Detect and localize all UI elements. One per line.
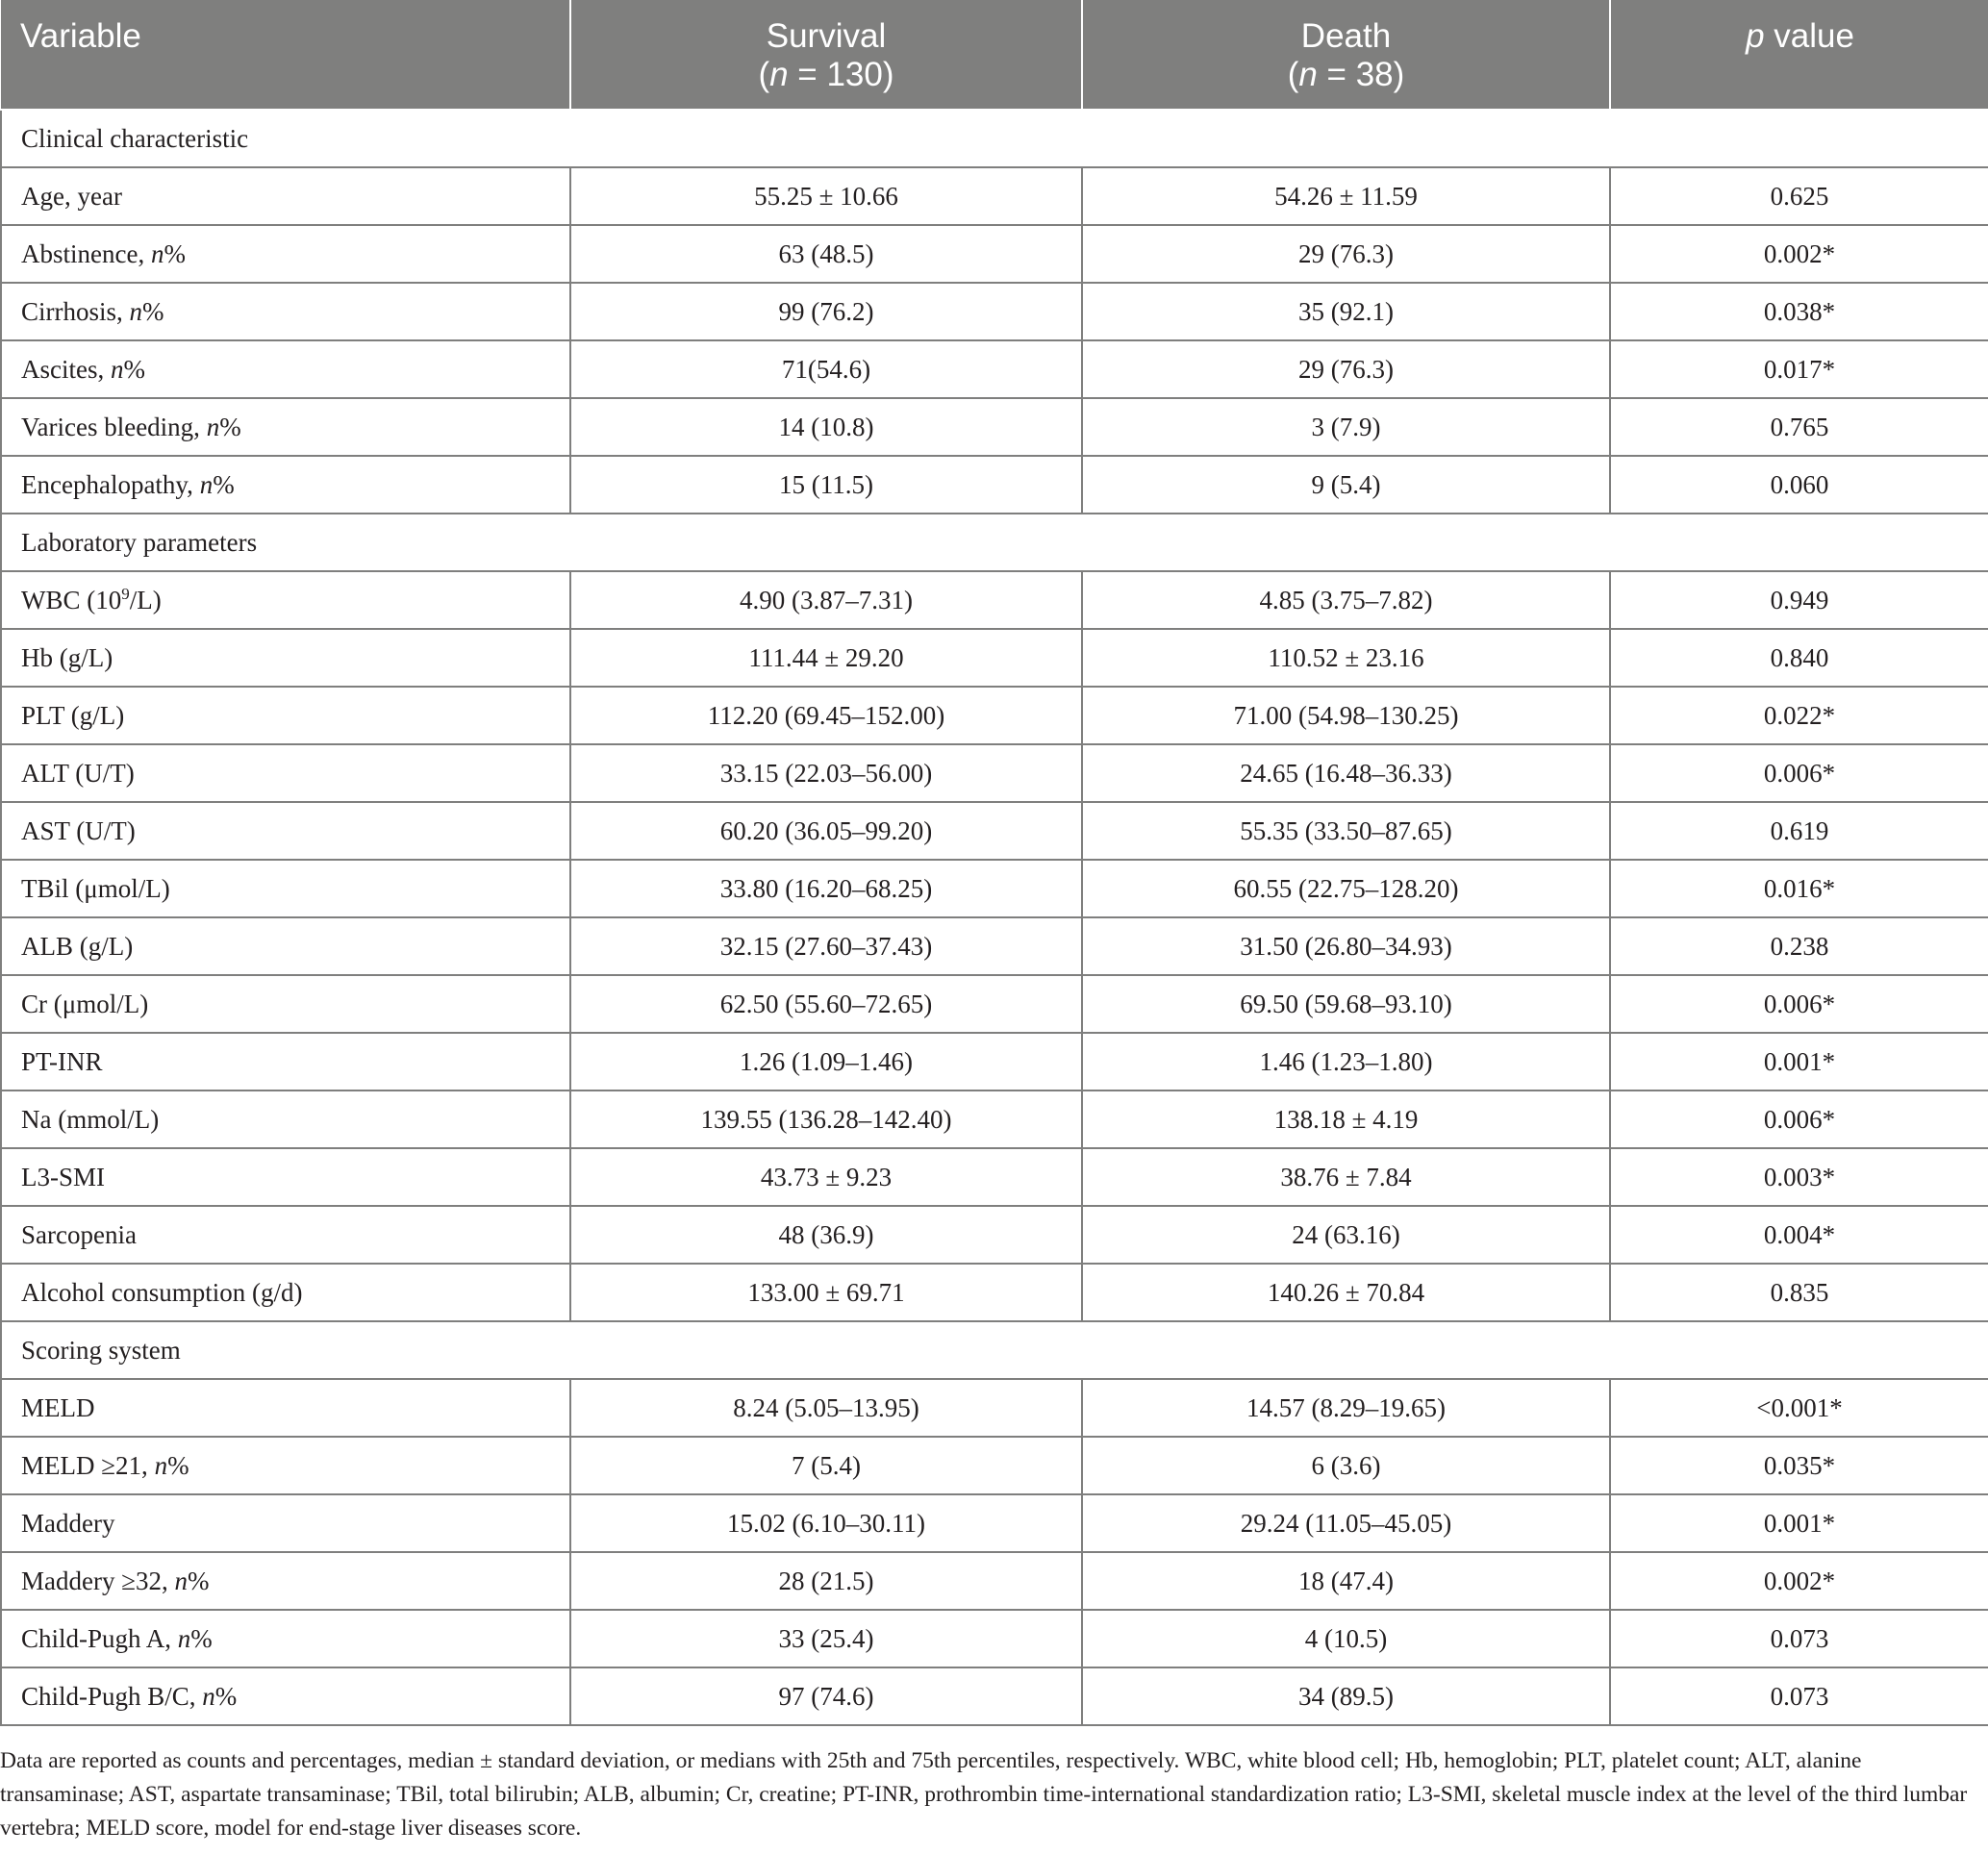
row-death-value: 18 (47.4) bbox=[1082, 1552, 1610, 1610]
row-p-value: 0.022* bbox=[1610, 687, 1988, 744]
row-death-value: 31.50 (26.80–34.93) bbox=[1082, 917, 1610, 975]
header-p-value: p value bbox=[1610, 0, 1988, 110]
row-survival-value: 1.26 (1.09–1.46) bbox=[570, 1033, 1082, 1090]
row-variable: PLT (g/L) bbox=[1, 687, 570, 744]
row-death-value: 60.55 (22.75–128.20) bbox=[1082, 860, 1610, 917]
table-row bbox=[1, 167, 1988, 225]
table-row bbox=[1, 687, 1988, 744]
header-death-n: (n = 38) bbox=[1287, 56, 1405, 93]
table-row bbox=[1, 975, 1988, 1033]
header-survival-label: Survival bbox=[766, 17, 887, 55]
row-variable: Varices bleeding, n% bbox=[1, 398, 570, 456]
row-p-value: 0.073 bbox=[1610, 1610, 1988, 1667]
row-p-value: 0.016* bbox=[1610, 860, 1988, 917]
row-survival-value: 7 (5.4) bbox=[570, 1437, 1082, 1494]
row-survival-value: 111.44 ± 29.20 bbox=[570, 629, 1082, 687]
row-death-value: 3 (7.9) bbox=[1082, 398, 1610, 456]
row-variable: Encephalopathy, n% bbox=[1, 456, 570, 514]
table-row bbox=[1, 340, 1988, 398]
table-row bbox=[1, 571, 1988, 629]
row-p-value: 0.004* bbox=[1610, 1206, 1988, 1264]
header-row bbox=[1, 0, 1988, 110]
row-p-value: 0.006* bbox=[1610, 744, 1988, 802]
row-death-value: 138.18 ± 4.19 bbox=[1082, 1090, 1610, 1148]
row-survival-value: 139.55 (136.28–142.40) bbox=[570, 1090, 1082, 1148]
row-p-value: <0.001* bbox=[1610, 1379, 1988, 1437]
row-variable: Maddery bbox=[1, 1494, 570, 1552]
row-death-value: 14.57 (8.29–19.65) bbox=[1082, 1379, 1610, 1437]
row-death-value: 38.76 ± 7.84 bbox=[1082, 1148, 1610, 1206]
row-death-value: 4 (10.5) bbox=[1082, 1610, 1610, 1667]
row-p-value: 0.003* bbox=[1610, 1148, 1988, 1206]
row-variable: Ascites, n% bbox=[1, 340, 570, 398]
table-body bbox=[1, 110, 1988, 1725]
row-death-value: 24.65 (16.48–36.33) bbox=[1082, 744, 1610, 802]
row-p-value: 0.073 bbox=[1610, 1667, 1988, 1725]
section-label: Clinical characteristic bbox=[1, 110, 1988, 167]
row-p-value: 0.238 bbox=[1610, 917, 1988, 975]
row-variable: L3-SMI bbox=[1, 1148, 570, 1206]
header-death-label: Death bbox=[1300, 17, 1392, 55]
row-variable: Sarcopenia bbox=[1, 1206, 570, 1264]
row-death-value: 1.46 (1.23–1.80) bbox=[1082, 1033, 1610, 1090]
table-row bbox=[1, 1264, 1988, 1321]
row-death-value: 6 (3.6) bbox=[1082, 1437, 1610, 1494]
table-row bbox=[1, 225, 1988, 283]
table-row bbox=[1, 629, 1988, 687]
row-death-value: 9 (5.4) bbox=[1082, 456, 1610, 514]
row-variable: PT-INR bbox=[1, 1033, 570, 1090]
row-survival-value: 97 (74.6) bbox=[570, 1667, 1082, 1725]
row-p-value: 0.949 bbox=[1610, 571, 1988, 629]
row-variable: Age, year bbox=[1, 167, 570, 225]
row-p-value: 0.006* bbox=[1610, 1090, 1988, 1148]
table-row bbox=[1, 917, 1988, 975]
row-survival-value: 48 (36.9) bbox=[570, 1206, 1082, 1264]
row-death-value: 69.50 (59.68–93.10) bbox=[1082, 975, 1610, 1033]
row-p-value: 0.619 bbox=[1610, 802, 1988, 860]
row-p-value: 0.840 bbox=[1610, 629, 1988, 687]
row-death-value: 4.85 (3.75–7.82) bbox=[1082, 571, 1610, 629]
table-row bbox=[1, 1148, 1988, 1206]
row-variable: Alcohol consumption (g/d) bbox=[1, 1264, 570, 1321]
header-death bbox=[1082, 0, 1610, 110]
row-death-value: 54.26 ± 11.59 bbox=[1082, 167, 1610, 225]
table-row bbox=[1, 1494, 1988, 1552]
section-label: Laboratory parameters bbox=[1, 514, 1988, 571]
row-death-value: 34 (89.5) bbox=[1082, 1667, 1610, 1725]
table-row bbox=[1, 1552, 1988, 1610]
row-death-value: 35 (92.1) bbox=[1082, 283, 1610, 340]
row-p-value: 0.765 bbox=[1610, 398, 1988, 456]
row-survival-value: 63 (48.5) bbox=[570, 225, 1082, 283]
row-p-value: 0.002* bbox=[1610, 1552, 1988, 1610]
row-survival-value: 55.25 ± 10.66 bbox=[570, 167, 1082, 225]
row-survival-value: 43.73 ± 9.23 bbox=[570, 1148, 1082, 1206]
header-survival bbox=[570, 0, 1082, 110]
table-row bbox=[1, 802, 1988, 860]
row-variable: Cirrhosis, n% bbox=[1, 283, 570, 340]
table-row bbox=[1, 1667, 1988, 1725]
row-death-value: 140.26 ± 70.84 bbox=[1082, 1264, 1610, 1321]
table-row bbox=[1, 744, 1988, 802]
row-p-value: 0.001* bbox=[1610, 1033, 1988, 1090]
row-variable: Abstinence, n% bbox=[1, 225, 570, 283]
row-variable: Hb (g/L) bbox=[1, 629, 570, 687]
row-survival-value: 60.20 (36.05–99.20) bbox=[570, 802, 1082, 860]
row-p-value: 0.625 bbox=[1610, 167, 1988, 225]
row-p-value: 0.035* bbox=[1610, 1437, 1988, 1494]
row-p-value: 0.017* bbox=[1610, 340, 1988, 398]
row-variable: ALB (g/L) bbox=[1, 917, 570, 975]
row-survival-value: 33.15 (22.03–56.00) bbox=[570, 744, 1082, 802]
row-variable: AST (U/T) bbox=[1, 802, 570, 860]
row-death-value: 29 (76.3) bbox=[1082, 225, 1610, 283]
table-row bbox=[1, 1090, 1988, 1148]
row-death-value: 29 (76.3) bbox=[1082, 340, 1610, 398]
row-survival-value: 8.24 (5.05–13.95) bbox=[570, 1379, 1082, 1437]
row-variable: Child-Pugh A, n% bbox=[1, 1610, 570, 1667]
row-variable: MELD bbox=[1, 1379, 570, 1437]
header-variable-text: Variable bbox=[20, 17, 141, 55]
table-row bbox=[1, 1206, 1988, 1264]
header-survival-n: (n = 130) bbox=[758, 56, 894, 93]
table-row bbox=[1, 860, 1988, 917]
row-survival-value: 33 (25.4) bbox=[570, 1610, 1082, 1667]
row-survival-value: 133.00 ± 69.71 bbox=[570, 1264, 1082, 1321]
row-variable: Na (mmol/L) bbox=[1, 1090, 570, 1148]
row-survival-value: 15 (11.5) bbox=[570, 456, 1082, 514]
section-row bbox=[1, 1321, 1988, 1379]
row-death-value: 29.24 (11.05–45.05) bbox=[1082, 1494, 1610, 1552]
row-survival-value: 32.15 (27.60–37.43) bbox=[570, 917, 1082, 975]
row-variable: TBil (μmol/L) bbox=[1, 860, 570, 917]
row-survival-value: 4.90 (3.87–7.31) bbox=[570, 571, 1082, 629]
table-row bbox=[1, 283, 1988, 340]
table-footnote: Data are reported as counts and percentages, median ± standard deviation, or medians with 25th and 75th percentiles, respectively. WBC, white blood cell; Hb, hemoglobin; PLT, platelet count; ALT, alanine transaminase; AST, aspartate transaminase; TBil, total bilirubin; ALB, albumin; Cr, creatine; PT-INR, prothrombin time-international standardization ratio; L3-SMI, skeletal muscle index at the level of the third lumbar vertebra; MELD score, model for end-stage liver diseases score. bbox=[0, 1748, 1968, 1841]
row-survival-value: 33.80 (16.20–68.25) bbox=[570, 860, 1082, 917]
row-survival-value: 14 (10.8) bbox=[570, 398, 1082, 456]
header-variable bbox=[1, 0, 570, 110]
row-survival-value: 62.50 (55.60–72.65) bbox=[570, 975, 1082, 1033]
row-variable: ALT (U/T) bbox=[1, 744, 570, 802]
row-death-value: 71.00 (54.98–130.25) bbox=[1082, 687, 1610, 744]
table-header bbox=[1, 0, 1988, 110]
table-row bbox=[1, 1379, 1988, 1437]
row-variable: Child-Pugh B/C, n% bbox=[1, 1667, 570, 1725]
row-death-value: 110.52 ± 23.16 bbox=[1082, 629, 1610, 687]
section-row bbox=[1, 110, 1988, 167]
row-survival-value: 15.02 (6.10–30.11) bbox=[570, 1494, 1082, 1552]
row-p-value: 0.835 bbox=[1610, 1264, 1988, 1321]
row-survival-value: 71(54.6) bbox=[570, 340, 1082, 398]
table-row bbox=[1, 456, 1988, 514]
row-variable: MELD ≥21, n% bbox=[1, 1437, 570, 1494]
section-row bbox=[1, 514, 1988, 571]
table-row bbox=[1, 1610, 1988, 1667]
row-variable: Maddery ≥32, n% bbox=[1, 1552, 570, 1610]
section-label: Scoring system bbox=[1, 1321, 1988, 1379]
row-p-value: 0.038* bbox=[1610, 283, 1988, 340]
row-survival-value: 99 (76.2) bbox=[570, 283, 1082, 340]
row-p-value: 0.001* bbox=[1610, 1494, 1988, 1552]
row-p-value: 0.006* bbox=[1610, 975, 1988, 1033]
table-row bbox=[1, 1033, 1988, 1090]
row-p-value: 0.060 bbox=[1610, 456, 1988, 514]
row-variable: WBC $(10^9/L)$ bbox=[1, 571, 570, 629]
row-death-value: 55.35 (33.50–87.65) bbox=[1082, 802, 1610, 860]
row-variable: Cr (μmol/L) bbox=[1, 975, 570, 1033]
table-row bbox=[1, 398, 1988, 456]
row-death-value: 24 (63.16) bbox=[1082, 1206, 1610, 1264]
table-row bbox=[1, 1437, 1988, 1494]
row-survival-value: 112.20 (69.45–152.00) bbox=[570, 687, 1082, 744]
row-p-value: 0.002* bbox=[1610, 225, 1988, 283]
row-survival-value: 28 (21.5) bbox=[570, 1552, 1082, 1610]
